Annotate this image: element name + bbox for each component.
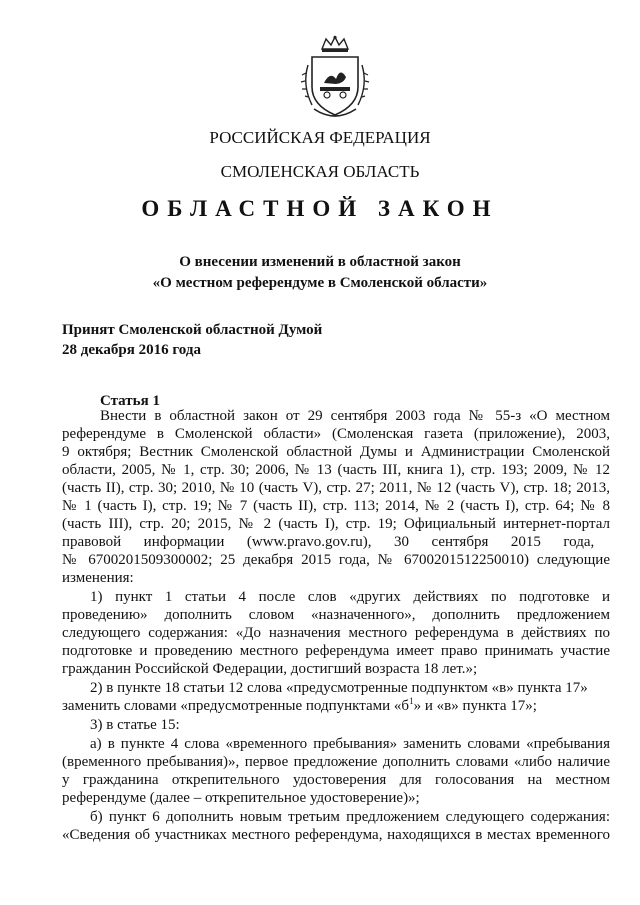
law-subtitle-line-2: «О местном референдуме в Смоленской области» bbox=[152, 275, 488, 291]
article-line: № 6700201509300002; 25 декабря 2015 года, № 6700201512250010) следующие bbox=[62, 552, 610, 568]
article-line: у гражданина открепительного удостоверения для голосования на местном bbox=[62, 772, 610, 788]
article-line: «Сведения об участниках местного референдума, находящихся в местах временного bbox=[62, 827, 610, 843]
adoption-line-1: Принят Смоленской областной Думой bbox=[62, 322, 323, 338]
article-line: правовой информации (www.pravo.gov.ru), 30 сентября 2015 года, bbox=[62, 534, 595, 550]
smolensk-coat-of-arms-icon bbox=[300, 35, 370, 119]
article-line: 2) в пункте 18 статьи 12 слова «предусмотренные подпунктом «в» пункта 17» bbox=[90, 680, 588, 696]
article-line: (часть II), стр. 30; 2010, № 10 (часть V), стр. 27; 2011, № 12 (часть V), стр. 18; 2013, bbox=[62, 480, 610, 496]
region-heading: СМОЛЕНСКАЯ ОБЛАСТЬ bbox=[220, 162, 420, 181]
article-line: 1) пункт 1 статьи 4 после слов «других действиях по подготовке и bbox=[90, 589, 610, 605]
line-text-start: заменить словами «предусмотренные подпунктами «б bbox=[62, 698, 410, 714]
article-line: проведению» дополнить словом «назначенного», дополнить предложением bbox=[62, 607, 610, 623]
article-line: Внести в областной закон от 29 сентября 2003 года № 55-з «О местном bbox=[100, 408, 610, 424]
article-line: подготовке и проведению местного референдума имеет право принимать участие bbox=[62, 643, 610, 659]
article-line: № 1 (часть I), стр. 19; № 7 (часть II), стр. 113; 2014, № 2 (часть I), стр. 64; № 8 bbox=[62, 498, 610, 514]
document-type-title: ОБЛАСТНОЙ ЗАКОН bbox=[141, 196, 499, 221]
article-line: (временного пребывания)», первое предложение дополнить словами «либо наличие bbox=[62, 754, 610, 770]
line-text-end: » и «в» пункта 17»; bbox=[413, 698, 537, 714]
article-line: гражданин Российской Федерации, достигший возраста 18 лет.»; bbox=[62, 661, 478, 677]
article-line: следующего содержания: «До назначения местного референдума в действиях по bbox=[62, 625, 610, 641]
article-line: референдуме (далее – открепительное удостоверение)»; bbox=[62, 790, 420, 806]
adoption-date: 28 декабря 2016 года bbox=[62, 342, 201, 358]
article-heading: Статья 1 bbox=[100, 393, 160, 409]
article-line: области, 2005, № 1, стр. 30; 2006, № 13 (часть III, книга 1), стр. 193; 2009, № 12 bbox=[62, 462, 610, 478]
article-line: референдуме в Смоленской области» (Смоленская газета (приложение), 2003, bbox=[62, 426, 610, 442]
article-line: 9 октября; Вестник Смоленской областной Думы и Администрации Смоленской bbox=[62, 444, 610, 460]
article-line: б) пункт 6 дополнить новым третьим предложением следующего содержания: bbox=[90, 809, 610, 825]
article-line: 3) в статье 15: bbox=[90, 717, 180, 733]
article-line-with-superscript bbox=[62, 697, 610, 715]
superscript-mark: 1 bbox=[409, 696, 414, 706]
law-subtitle-line-1: О внесении изменений в областной закон bbox=[179, 254, 461, 270]
article-line: а) в пункте 4 слова «временного пребывания» заменить словами «пребывания bbox=[90, 736, 610, 752]
country-heading: РОССИЙСКАЯ ФЕДЕРАЦИЯ bbox=[209, 128, 431, 147]
article-line: (часть III), стр. 20; 2015, № 2 (часть I), стр. 19; Официальный интернет-портал bbox=[62, 516, 610, 532]
article-line: изменения: bbox=[62, 570, 134, 586]
